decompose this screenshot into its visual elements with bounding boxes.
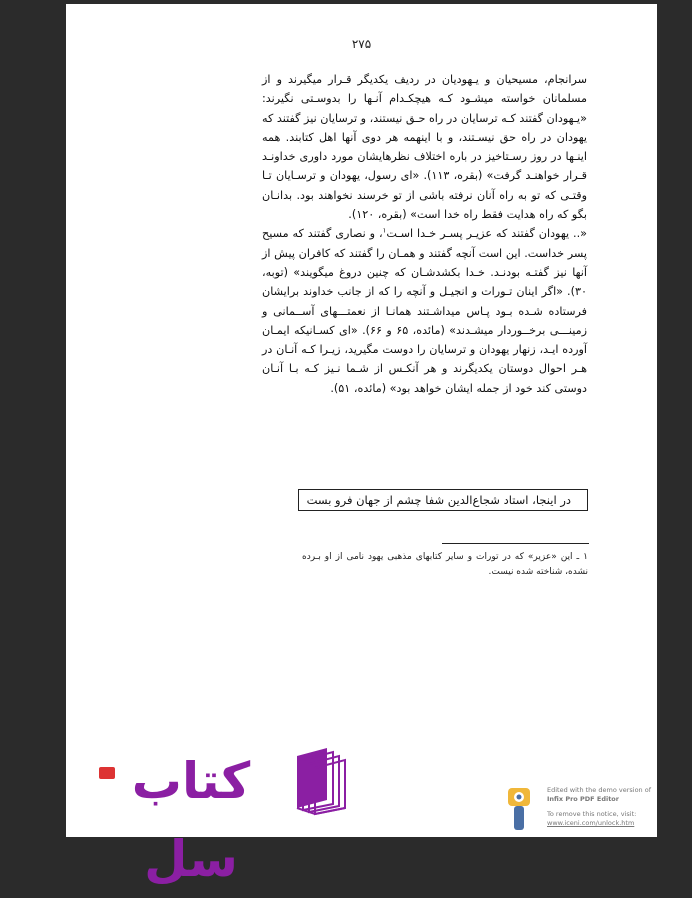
infix-watermark[interactable] <box>506 780 654 832</box>
footnote-marker[interactable]: ۱ <box>382 226 387 235</box>
paragraph-2-rest: ، و نصاری گفتند که مسیح پسر خداست. این است آنچه گفتند و همـان را گفتند که کافران پیش از آنها نیز گفتـه بودنـد. خـدا بکشدشـان که چنین دروغ میگویند» (توبه، ۳۰). «اگر اینان تـورات و انجیـل و آنچه را که از جانب خداوند برایشان فرستاده شـده بـود پـاس میداشـتند همانـا از نعمتـــهای آســمانی و زمینـــی برخــوردار میشـدند» (مائده، ۶۵ و ۶۶). «ای کسـانیکه ایمـان آورده ایـد، زنهار یهودان و ترسایان را دوست مگیرید، زیـرا کـه آنـان در هـر احوال دوستان یکدیگرند و هر آنکـس از شـما نـیز کـه بـا آنـان دوستی کند خود از جمله ایشان خواهد بود» (مائده، ۵۱). <box>262 227 587 395</box>
footnote-text: ۱ ـ این «عزیر» که در تورات و سایر کتابهای مذهبی یهود نامی از او بـرده نشده، شناخته شده نیست. <box>302 552 588 577</box>
watermark-line-1: Edited with the demo version of <box>547 786 652 794</box>
document-page <box>66 4 657 888</box>
logo-text: کتاب سل <box>131 752 251 888</box>
body-text <box>262 70 587 398</box>
watermark-line-3: To remove this notice, visit: <box>547 810 637 818</box>
page-number: ۲۷۵ <box>351 37 372 51</box>
paragraph-1: سرانجام، مسیحیان و یـهودیان در ردیف یکدیگر قـرار میگیرند و از مسلمانان خواسته میشـود کـه هیچکـدام آنـها را بدوسـتی نگیرند: «یـهودان گفتند کـه ترسایان در راه حـق نیستند، و ترسایان نیز گفتند که یهودان در راه حق نیسـتند، و با اینهمه هر دوی آنها اهل کتابند. همه اینـها در روز رسـتاخیز در باره اختلاف نظرهایشان مورد داوری خداونـد قـرار خواهنـد گرفت» (بقره، ۱۱۳). «ای رسول، یهودان و ترسـایان تـا وقتـی که تو به راه آنان نرفته باشی از تو خرسند نخواهند بود. بدانـان بگو که راه هدایت فقط راه خدا است» (بقره، ۱۲۰). <box>262 73 587 222</box>
boxed-note: در اینجا، استاد شجاع‌الدین شفا چشم از جهان فرو بست <box>298 489 588 511</box>
flag-badge-icon <box>98 766 116 780</box>
watermark-line-2: Infix Pro PDF Editor <box>547 795 619 803</box>
footnote-divider <box>442 543 589 544</box>
paragraph-2 <box>262 224 587 398</box>
book-icon <box>293 746 355 816</box>
ketabsol-logo <box>81 742 356 888</box>
infix-logo-icon <box>506 786 542 832</box>
watermark-link[interactable]: www.iceni.com/unlock.htm <box>547 819 635 827</box>
paragraph-2-start: «.. یهودان گفتند که عزیـر پسـر خـدا اسـت <box>386 227 588 241</box>
